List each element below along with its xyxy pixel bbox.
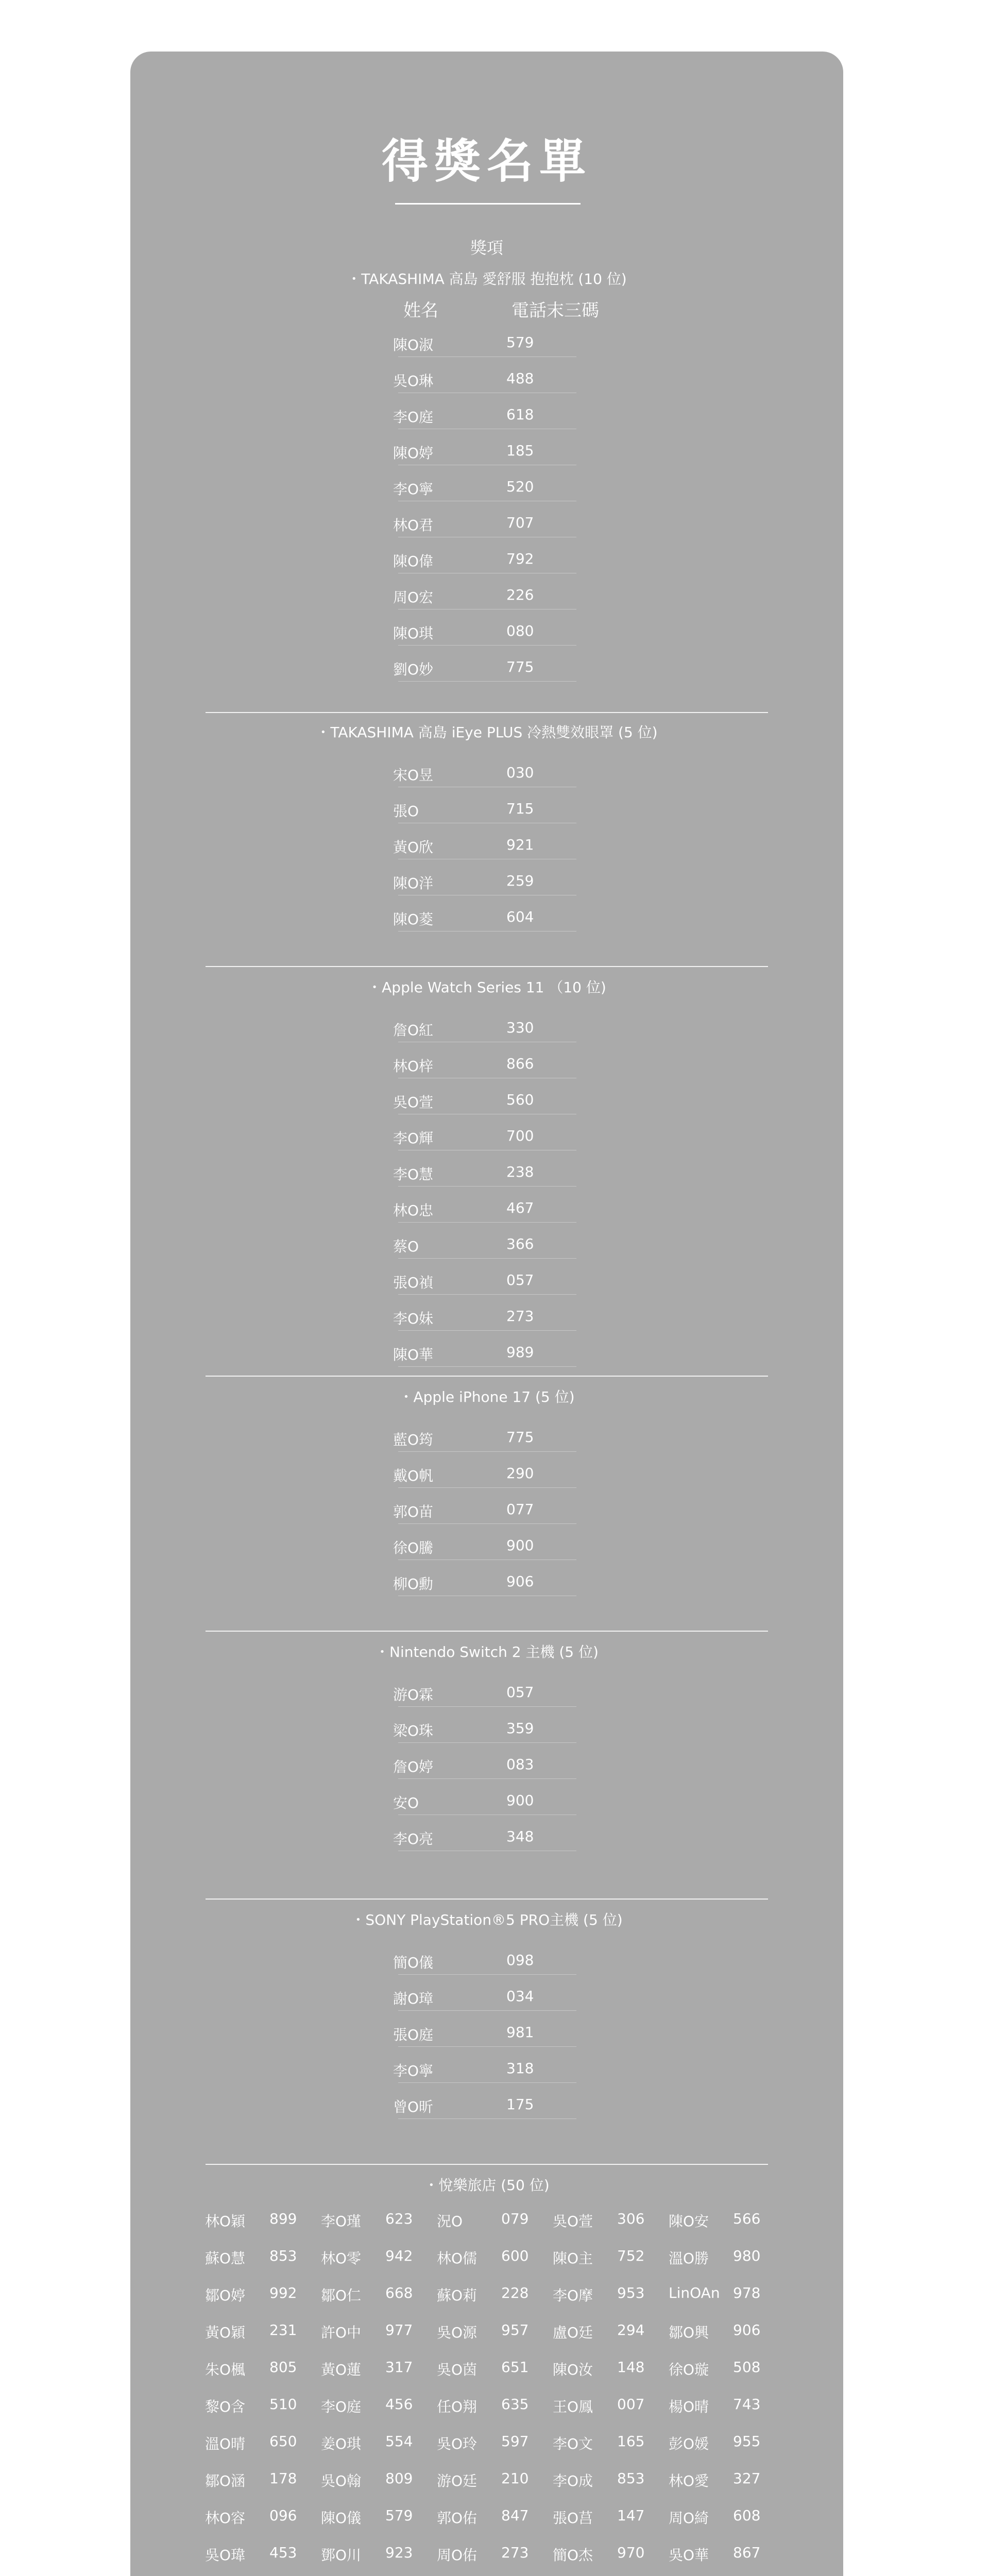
winner-name: 黃O欣 (393, 839, 434, 856)
grid-winner-name: 周O佑 (437, 2547, 478, 2564)
winner-row (130, 1783, 843, 1819)
grid-winner-phone: 953 (617, 2284, 645, 2301)
row-underline (398, 1222, 576, 1223)
grid-winner-name: 林O零 (321, 2250, 362, 2267)
winner-row (130, 541, 843, 577)
winner-phone: 290 (506, 1465, 534, 1482)
winner-phone: 259 (506, 872, 534, 889)
winner-row (130, 1082, 843, 1118)
winner-name: 吳O萱 (393, 1094, 434, 1111)
winner-name: 吳O琳 (393, 372, 434, 389)
winner-phone: 618 (506, 406, 534, 423)
grid-winner-name: 鄧O川 (321, 2547, 362, 2564)
winner-row (130, 1819, 843, 1855)
grid-winner-name: 黎O含 (205, 2398, 246, 2415)
winner-phone: 098 (506, 1952, 534, 1969)
grid-winner-phone: 853 (269, 2247, 297, 2264)
winner-row (130, 791, 843, 827)
grid-winner-phone: 651 (501, 2359, 529, 2376)
grid-winner-name: 林O儒 (437, 2250, 478, 2267)
winner-row (130, 1492, 843, 1528)
grid-winner-phone: 294 (617, 2321, 645, 2338)
grid-winner-name: 吳O萱 (553, 2213, 593, 2230)
grid-winner-phone: 554 (385, 2433, 413, 2450)
winner-row (130, 2050, 843, 2087)
grid-winner-name: 陳O主 (553, 2250, 593, 2267)
row-underline (398, 2010, 576, 2011)
prize-header: 獎項 (470, 238, 503, 258)
row-underline (398, 1330, 576, 1331)
winner-phone: 906 (506, 1573, 534, 1590)
winner-phone: 348 (506, 1828, 534, 1845)
grid-winner-phone: 228 (501, 2284, 529, 2301)
grid-winner-name: 況O (437, 2213, 463, 2230)
winner-row (130, 863, 843, 899)
grid-winner-name: 鄒O涵 (205, 2472, 246, 2489)
winner-phone: 238 (506, 1163, 534, 1180)
grid-winner-phone: 977 (385, 2321, 413, 2338)
winner-row (130, 505, 843, 541)
winner-name: 郭O苗 (393, 1503, 434, 1520)
winner-name: 張O庭 (393, 2026, 434, 2043)
winner-phone: 077 (506, 1501, 534, 1518)
winner-row (130, 1334, 843, 1370)
winners-card (130, 52, 843, 2576)
winner-phone: 775 (506, 658, 534, 675)
section-title: ・Apple Watch Series 11 （10 位) (367, 979, 606, 996)
winner-name: 戴O帆 (393, 1467, 434, 1484)
winner-phone: 775 (506, 1429, 534, 1446)
winner-row (130, 2087, 843, 2123)
row-underline (398, 1706, 576, 1707)
grid-winner-phone: 079 (501, 2210, 529, 2227)
grid-winner-phone: 007 (617, 2396, 645, 2413)
winner-phone: 057 (506, 1272, 534, 1289)
grid-winner-name: 周O綺 (669, 2510, 709, 2527)
winner-name: 李O亮 (393, 1831, 434, 1848)
grid-winner-name: 鄒O興 (669, 2324, 709, 2341)
row-underline (398, 1742, 576, 1743)
winner-row (130, 827, 843, 863)
grid-winner-phone: 752 (617, 2247, 645, 2264)
winner-row (130, 899, 843, 935)
winner-phone: 083 (506, 1756, 534, 1773)
winner-name: 張O禎 (393, 1274, 434, 1291)
winner-row (130, 1674, 843, 1710)
grid-winner-name: 黃O蓮 (321, 2361, 362, 2378)
grid-winner-phone: 600 (501, 2247, 529, 2264)
winner-phone: 080 (506, 622, 534, 639)
winner-row (130, 1564, 843, 1600)
grid-winner-phone: 508 (733, 2359, 761, 2376)
grid-winner-phone: 608 (733, 2507, 761, 2524)
grid-winner-name: 溫O勝 (669, 2250, 709, 2267)
grid-winner-name: 林O容 (205, 2510, 246, 2527)
grid-winner-phone: 847 (501, 2507, 529, 2524)
winner-name: 宋O昱 (393, 767, 434, 784)
grid-winner-phone: 096 (269, 2507, 297, 2524)
winner-name: 陳O琪 (393, 625, 434, 642)
grid-winner-phone: 456 (385, 2396, 413, 2413)
grid-winner-name: 吳O翰 (321, 2472, 362, 2489)
grid-winner-name: 簡O杰 (553, 2547, 593, 2564)
grid-winner-phone: 923 (385, 2544, 413, 2561)
grid-winner-phone: 165 (617, 2433, 645, 2450)
winner-row (130, 577, 843, 613)
grid-winner-name: 任O翔 (437, 2398, 478, 2415)
winner-row (130, 1154, 843, 1190)
grid-winner-phone: 805 (269, 2359, 297, 2376)
winner-row (130, 1298, 843, 1334)
grid-winner-phone: 317 (385, 2359, 413, 2376)
grid-winner-phone: 668 (385, 2284, 413, 2301)
winner-row (130, 1747, 843, 1783)
winner-name: 陳O偉 (393, 553, 434, 570)
winner-name: 陳O華 (393, 1346, 434, 1363)
grid-winner-name: 彭O媛 (669, 2435, 709, 2452)
grid-winner-phone: 148 (617, 2359, 645, 2376)
winner-name: 陳O淑 (393, 336, 434, 353)
winner-phone: 560 (506, 1091, 534, 1108)
winner-row (130, 1010, 843, 1046)
grid-winner-phone: 579 (385, 2507, 413, 2524)
page-title: 得獎名單 (382, 134, 592, 189)
winner-name: 詹O婷 (393, 1758, 434, 1775)
winner-name: 陳O洋 (393, 875, 434, 892)
grid-winner-name: 李O摩 (553, 2287, 593, 2304)
grid-winner-phone: 453 (269, 2544, 297, 2561)
row-underline (398, 2046, 576, 2047)
row-underline (398, 1523, 576, 1524)
winner-phone: 175 (506, 2096, 534, 2113)
winner-name: 蔡O (393, 1238, 419, 1255)
grid-winner-name: 鄒O婷 (205, 2287, 246, 2304)
winner-name: 詹O紅 (393, 1022, 434, 1039)
winner-phone: 185 (506, 442, 534, 459)
grid-winner-name: 李O成 (553, 2472, 593, 2489)
grid-winner-name: 陳O安 (669, 2213, 709, 2230)
winner-name: 柳O勳 (393, 1575, 434, 1592)
grid-winner-name: 李O庭 (321, 2398, 362, 2415)
winner-row (130, 1046, 843, 1082)
winner-name: 李O妹 (393, 1310, 434, 1327)
grid-winner-name: 楊O晴 (669, 2398, 709, 2415)
winner-row (130, 1710, 843, 1747)
section-divider (206, 1631, 768, 1632)
grid-winner-phone: 942 (385, 2247, 413, 2264)
grid-winner-phone: 980 (733, 2247, 761, 2264)
winner-phone: 226 (506, 586, 534, 603)
grid-winner-phone: 970 (617, 2544, 645, 2561)
row-underline (398, 1186, 576, 1187)
grid-winner-phone: 327 (733, 2470, 761, 2487)
winner-name: 林O梓 (393, 1058, 434, 1075)
winner-phone: 030 (506, 764, 534, 781)
winner-name: 簡O儀 (393, 1954, 434, 1971)
section-title: ・TAKASHIMA 高島 愛舒服 抱抱枕 (10 位) (347, 270, 627, 287)
winner-name: 劉O妙 (393, 661, 434, 678)
grid-winner-name: 徐O璇 (669, 2361, 709, 2378)
section-title: ・TAKASHIMA 高島 iEye PLUS 冷熱雙效眼罩 (5 位) (316, 724, 658, 741)
winner-phone: 273 (506, 1308, 534, 1325)
grid-winner-name: 吳O瑋 (205, 2547, 246, 2564)
grid-winner-phone: 510 (269, 2396, 297, 2413)
winner-phone: 034 (506, 1988, 534, 2005)
winner-name: 陳O婷 (393, 445, 434, 462)
grid-winner-phone: 853 (617, 2470, 645, 2487)
winner-phone: 866 (506, 1055, 534, 1072)
winner-row (130, 755, 843, 791)
winner-name: 藍O筠 (393, 1431, 434, 1448)
grid-winner-phone: 867 (733, 2544, 761, 2561)
winner-phone: 366 (506, 1235, 534, 1252)
winner-name: 林O忠 (393, 1202, 434, 1219)
winner-name: 曾O昕 (393, 2098, 434, 2115)
winner-name: 謝O璋 (393, 1990, 434, 2007)
grid-winner-name: 李O文 (553, 2435, 593, 2452)
winner-name: 張O (393, 803, 419, 820)
grid-winner-name: 朱O楓 (205, 2361, 246, 2378)
row-underline (398, 1258, 576, 1259)
grid-winner-phone: 210 (501, 2470, 529, 2487)
section-divider (206, 1376, 768, 1377)
winner-name: 安O (393, 1794, 419, 1811)
grid-winner-phone: 957 (501, 2321, 529, 2338)
grid-winner-phone: 809 (385, 2470, 413, 2487)
section-divider (206, 712, 768, 713)
winner-row (130, 2014, 843, 2050)
winner-row (130, 613, 843, 649)
winner-name: 李O庭 (393, 409, 434, 426)
grid-winner-name: 蘇O慧 (205, 2250, 246, 2267)
grid-winner-phone: 650 (269, 2433, 297, 2450)
grid-winner-phone: 231 (269, 2321, 297, 2338)
winner-row (130, 649, 843, 685)
row-underline (398, 681, 576, 682)
grid-winner-name: 陳O汝 (553, 2361, 593, 2378)
grid-winner-phone: 597 (501, 2433, 529, 2450)
winner-row (130, 1528, 843, 1564)
winner-row (130, 397, 843, 433)
winner-phone: 359 (506, 1720, 534, 1737)
winner-row (130, 325, 843, 361)
row-underline (398, 1487, 576, 1488)
section-divider (206, 966, 768, 967)
winner-phone: 792 (506, 550, 534, 567)
grid-winner-name: 溫O晴 (205, 2435, 246, 2452)
grid-winner-name: 林O愛 (669, 2472, 709, 2489)
winner-row (130, 469, 843, 505)
row-underline (398, 1974, 576, 1975)
title-underline (395, 203, 581, 205)
winner-phone: 707 (506, 514, 534, 531)
row-underline (398, 645, 576, 646)
winner-name: 梁O珠 (393, 1722, 434, 1739)
grid-winner-name: 游O廷 (437, 2472, 478, 2489)
grid-winner-name: 吳O源 (437, 2324, 478, 2341)
grid-winner-phone: 566 (733, 2210, 761, 2227)
grid-winner-phone: 635 (501, 2396, 529, 2413)
winner-phone: 330 (506, 1019, 534, 1036)
grid-winner-phone: 178 (269, 2470, 297, 2487)
winner-name: 李O輝 (393, 1130, 434, 1147)
grid-winner-phone: 743 (733, 2396, 761, 2413)
section-title: ・Nintendo Switch 2 主機 (5 位) (375, 1643, 599, 1660)
winner-row (130, 1226, 843, 1262)
winner-phone: 715 (506, 800, 534, 817)
grid-winner-phone: 978 (733, 2284, 761, 2301)
grid-winner-name: 張O莒 (553, 2510, 593, 2527)
row-underline (398, 1294, 576, 1295)
grid-winner-name: 許O中 (321, 2324, 362, 2341)
grid-winner-phone: 306 (617, 2210, 645, 2227)
grid-winner-name: 陳O儀 (321, 2510, 362, 2527)
grid-winner-name: 吳O玲 (437, 2435, 478, 2452)
row-underline (398, 2082, 576, 2083)
grid-winner-name: 蘇O莉 (437, 2287, 478, 2304)
grid-winner-phone: 899 (269, 2210, 297, 2227)
winner-row (130, 1978, 843, 2014)
grid-winner-phone: 955 (733, 2433, 761, 2450)
row-underline (398, 1451, 576, 1452)
section-title: ・悅樂旅店 (50 位) (424, 2177, 550, 2194)
winner-name: 陳O菱 (393, 911, 434, 928)
winner-phone: 057 (506, 1684, 534, 1701)
winner-phone: 604 (506, 908, 534, 925)
winner-row (130, 1190, 843, 1226)
winner-phone: 921 (506, 836, 534, 853)
grid-winner-name: 王O鳳 (553, 2398, 593, 2415)
grid-winner-name: 吳O茵 (437, 2361, 478, 2378)
winner-phone: 900 (506, 1792, 534, 1809)
grid-winner-phone: 147 (617, 2507, 645, 2524)
row-underline (398, 1366, 576, 1367)
grid-winner-name: 盧O廷 (553, 2324, 593, 2341)
winner-row (130, 1455, 843, 1492)
grid-winner-name: 吳O華 (669, 2547, 709, 2564)
winner-phone: 318 (506, 2060, 534, 2077)
winner-phone: 981 (506, 2024, 534, 2041)
winner-name: 李O慧 (393, 1166, 434, 1183)
winner-phone: 520 (506, 478, 534, 495)
winner-name: 李O寧 (393, 481, 434, 498)
grid-winner-name: 鄒O仁 (321, 2287, 362, 2304)
grid-winner-phone: 992 (269, 2284, 297, 2301)
grid-winner-phone: 623 (385, 2210, 413, 2227)
winner-phone: 579 (506, 334, 534, 351)
winner-row (130, 1262, 843, 1298)
winner-phone: 488 (506, 370, 534, 387)
grid-winner-name: 黃O穎 (205, 2324, 246, 2341)
winner-name: 李O寧 (393, 2062, 434, 2079)
grid-winner-name: 姜O琪 (321, 2435, 362, 2452)
section-title: ・SONY PlayStation®5 PRO主機 (5 位) (351, 1911, 623, 1928)
winner-name: 林O君 (393, 517, 434, 534)
winner-phone: 700 (506, 1127, 534, 1144)
winner-row (130, 1942, 843, 1978)
grid-winner-phone: 273 (501, 2544, 529, 2561)
column-header-phone: 電話末三碼 (511, 300, 599, 321)
section-title: ・Apple iPhone 17 (5 位) (399, 1388, 575, 1405)
winner-row (130, 1419, 843, 1455)
winner-row (130, 433, 843, 469)
winner-row (130, 1118, 843, 1154)
section-divider (206, 2164, 768, 2165)
grid-winner-name: LinOAn (669, 2284, 720, 2301)
winner-name: 游O霖 (393, 1686, 434, 1703)
winner-name: 周O宏 (393, 589, 434, 606)
row-underline (398, 1778, 576, 1779)
winner-row (130, 361, 843, 397)
section-divider (206, 1899, 768, 1900)
winner-phone: 989 (506, 1344, 534, 1361)
winner-phone: 467 (506, 1199, 534, 1216)
grid-winner-name: 林O穎 (205, 2213, 246, 2230)
grid-winner-phone: 906 (733, 2321, 761, 2338)
grid-winner-name: 郭O佑 (437, 2510, 478, 2527)
winner-name: 徐O騰 (393, 1539, 434, 1556)
winner-phone: 900 (506, 1537, 534, 1554)
column-header-name: 姓名 (403, 300, 438, 321)
grid-winner-name: 李O瑾 (321, 2213, 362, 2230)
